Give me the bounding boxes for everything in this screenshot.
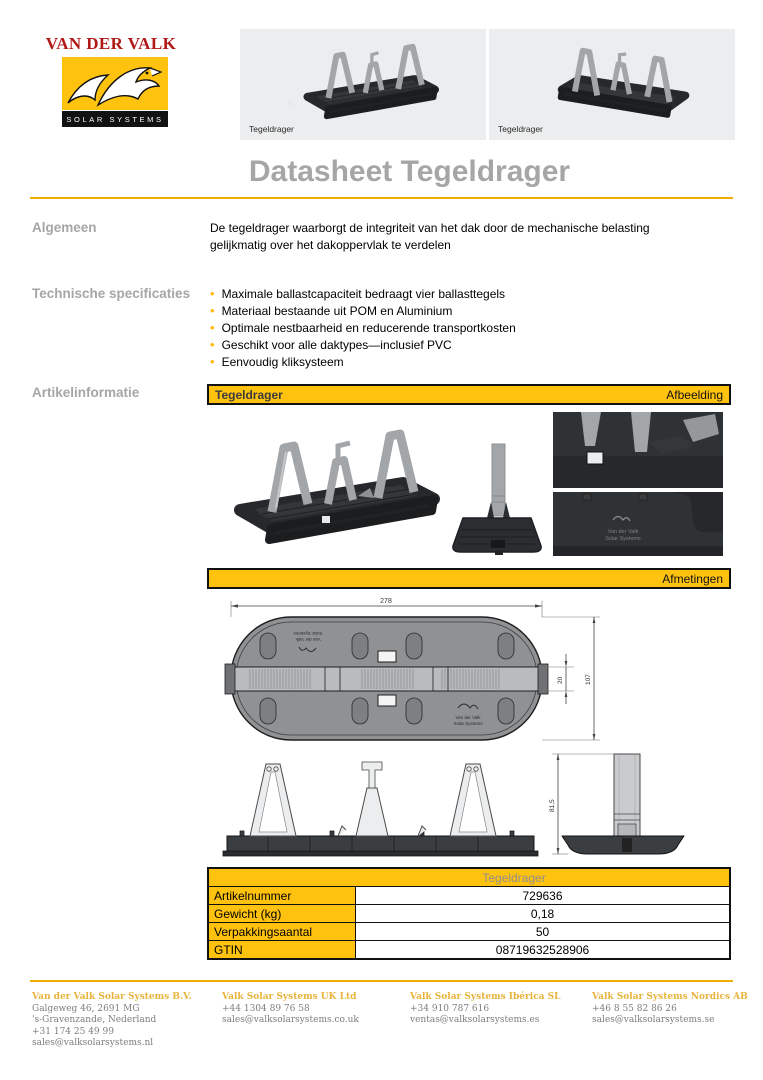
spec-text: Eenvoudig kliksysteem xyxy=(221,355,344,369)
footer-divider xyxy=(30,980,733,982)
thumbnail-caption: Tegeldrager xyxy=(498,124,543,134)
dimension-label-height: 81,5 xyxy=(549,799,556,812)
bullet-icon: • xyxy=(210,286,215,301)
spec-item xyxy=(210,353,516,370)
page-title: Datasheet Tegeldrager xyxy=(248,155,571,188)
dimension-label-slot: 20 xyxy=(557,676,564,684)
company-name: Van der Valk Solar Systems B.V. xyxy=(32,992,192,1002)
company-line: sales@valksolarsystems.se xyxy=(592,1015,715,1025)
company-line: ventas@valksolarsystems.es xyxy=(410,1015,540,1025)
bullet-icon: • xyxy=(210,320,215,335)
algemeen-text: De tegeldrager waarborgt de integriteit van het dak door de mechanische belasting gelijkmatig over het dakoppervlak te verdelen xyxy=(210,221,650,252)
spec-list xyxy=(210,285,516,370)
spec-text: Geschikt voor alle daktypes—inclusief PVC xyxy=(221,338,452,352)
embossed-logo-text: Van der Valk xyxy=(295,637,321,642)
product-photo-perspective xyxy=(210,410,442,567)
embossed-logo-text: Solar Systems xyxy=(605,536,641,542)
spec-text: Materiaal bestaande uit POM en Aluminium xyxy=(221,304,453,318)
row-value: 08719632528906 xyxy=(356,941,731,960)
spec-text: Maximale ballastcapaciteit bedraagt vier ballasttegels xyxy=(221,287,506,301)
product-thumbnail-1 xyxy=(240,29,486,140)
embossed-logo-text: Solar Systems xyxy=(293,631,323,636)
logo-tagline: SOLAR SYSTEMS xyxy=(62,111,168,127)
product-render-icon xyxy=(507,31,719,131)
row-value: 50 xyxy=(356,923,731,941)
drawing-side-view xyxy=(210,750,734,871)
drawing-top-view xyxy=(210,592,734,757)
product-thumbnail-2 xyxy=(489,29,735,140)
spec-item xyxy=(210,285,516,302)
dimension-label-length: 278 xyxy=(380,598,392,605)
embossed-logo-text: Van der Valk xyxy=(607,529,639,535)
article-table xyxy=(207,867,731,960)
table-row xyxy=(208,923,730,941)
row-label: Artikelnummer xyxy=(208,887,356,905)
bullet-icon: • xyxy=(210,354,215,369)
product-photo-detail-bottom xyxy=(553,492,723,561)
title-divider xyxy=(30,197,733,199)
product-photo-detail-top xyxy=(553,412,723,493)
table-row xyxy=(208,941,730,960)
product-render-icon xyxy=(258,31,470,131)
footer-company-se xyxy=(592,992,763,1027)
company-line: 's-Gravenzande, Nederland xyxy=(32,1015,157,1025)
bullet-icon: • xyxy=(210,337,215,352)
spec-item xyxy=(210,302,516,319)
company-line: sales@valksolarsystems.co.uk xyxy=(222,1015,359,1025)
embossed-logo-text: Van der Valk xyxy=(455,715,481,720)
header-bar-afmetingen xyxy=(207,568,731,589)
header-bar-afbeelding xyxy=(207,384,731,405)
row-value: 729636 xyxy=(356,887,731,905)
table-header: Tegeldrager xyxy=(208,868,730,887)
embossed-logo-text: Solar Systems xyxy=(453,721,483,726)
row-value: 0,18 xyxy=(356,905,731,923)
row-label: GTIN xyxy=(208,941,356,960)
company-name: Valk Solar Systems UK Ltd xyxy=(222,992,357,1002)
dimension-label-width: 107 xyxy=(585,674,592,685)
section-label-specs: Technische specificaties xyxy=(32,286,191,301)
company-line: +31 174 25 49 99 xyxy=(32,1026,114,1037)
table-row xyxy=(208,887,730,905)
spec-item xyxy=(210,319,516,336)
row-label: Verpakkingsaantal xyxy=(208,923,356,941)
company-name: Valk Solar Systems Nordics AB xyxy=(592,992,748,1002)
table-row xyxy=(208,905,730,923)
company-line: +44 1304 89 76 58 xyxy=(222,1003,310,1014)
bar-product-name: Tegeldrager xyxy=(215,387,283,402)
row-label: Gewicht (kg) xyxy=(208,905,356,923)
company-line: sales@valksolarsystems.nl xyxy=(32,1038,154,1048)
company-line: +46 8 55 82 86 26 xyxy=(592,1003,677,1014)
footer-company-uk xyxy=(222,992,404,1027)
footer-company-es xyxy=(410,992,592,1027)
bar-afbeelding-label: Afbeelding xyxy=(666,387,723,402)
company-line: Galgeweg 46, 2691 MG xyxy=(32,1003,140,1014)
spec-text: Optimale nestbaarheid en reducerende transportkosten xyxy=(221,321,516,335)
product-photo-endview xyxy=(447,430,547,563)
logo-brand-text: VAN DER VALK xyxy=(45,34,177,53)
company-name: Valk Solar Systems Ibérica SL xyxy=(410,992,561,1002)
section-label-artikel: Artikelinformatie xyxy=(32,385,140,400)
section-label-algemeen: Algemeen xyxy=(32,220,97,235)
company-line: +34 910 787 616 xyxy=(410,1003,490,1014)
spec-item xyxy=(210,336,516,353)
table-header-row xyxy=(208,868,730,887)
footer-company-nl xyxy=(32,992,214,1050)
bar-afmetingen-label: Afmetingen xyxy=(662,571,723,586)
bullet-icon: • xyxy=(210,303,215,318)
thumbnail-caption: Tegeldrager xyxy=(249,124,294,134)
falcon-icon xyxy=(62,57,168,110)
